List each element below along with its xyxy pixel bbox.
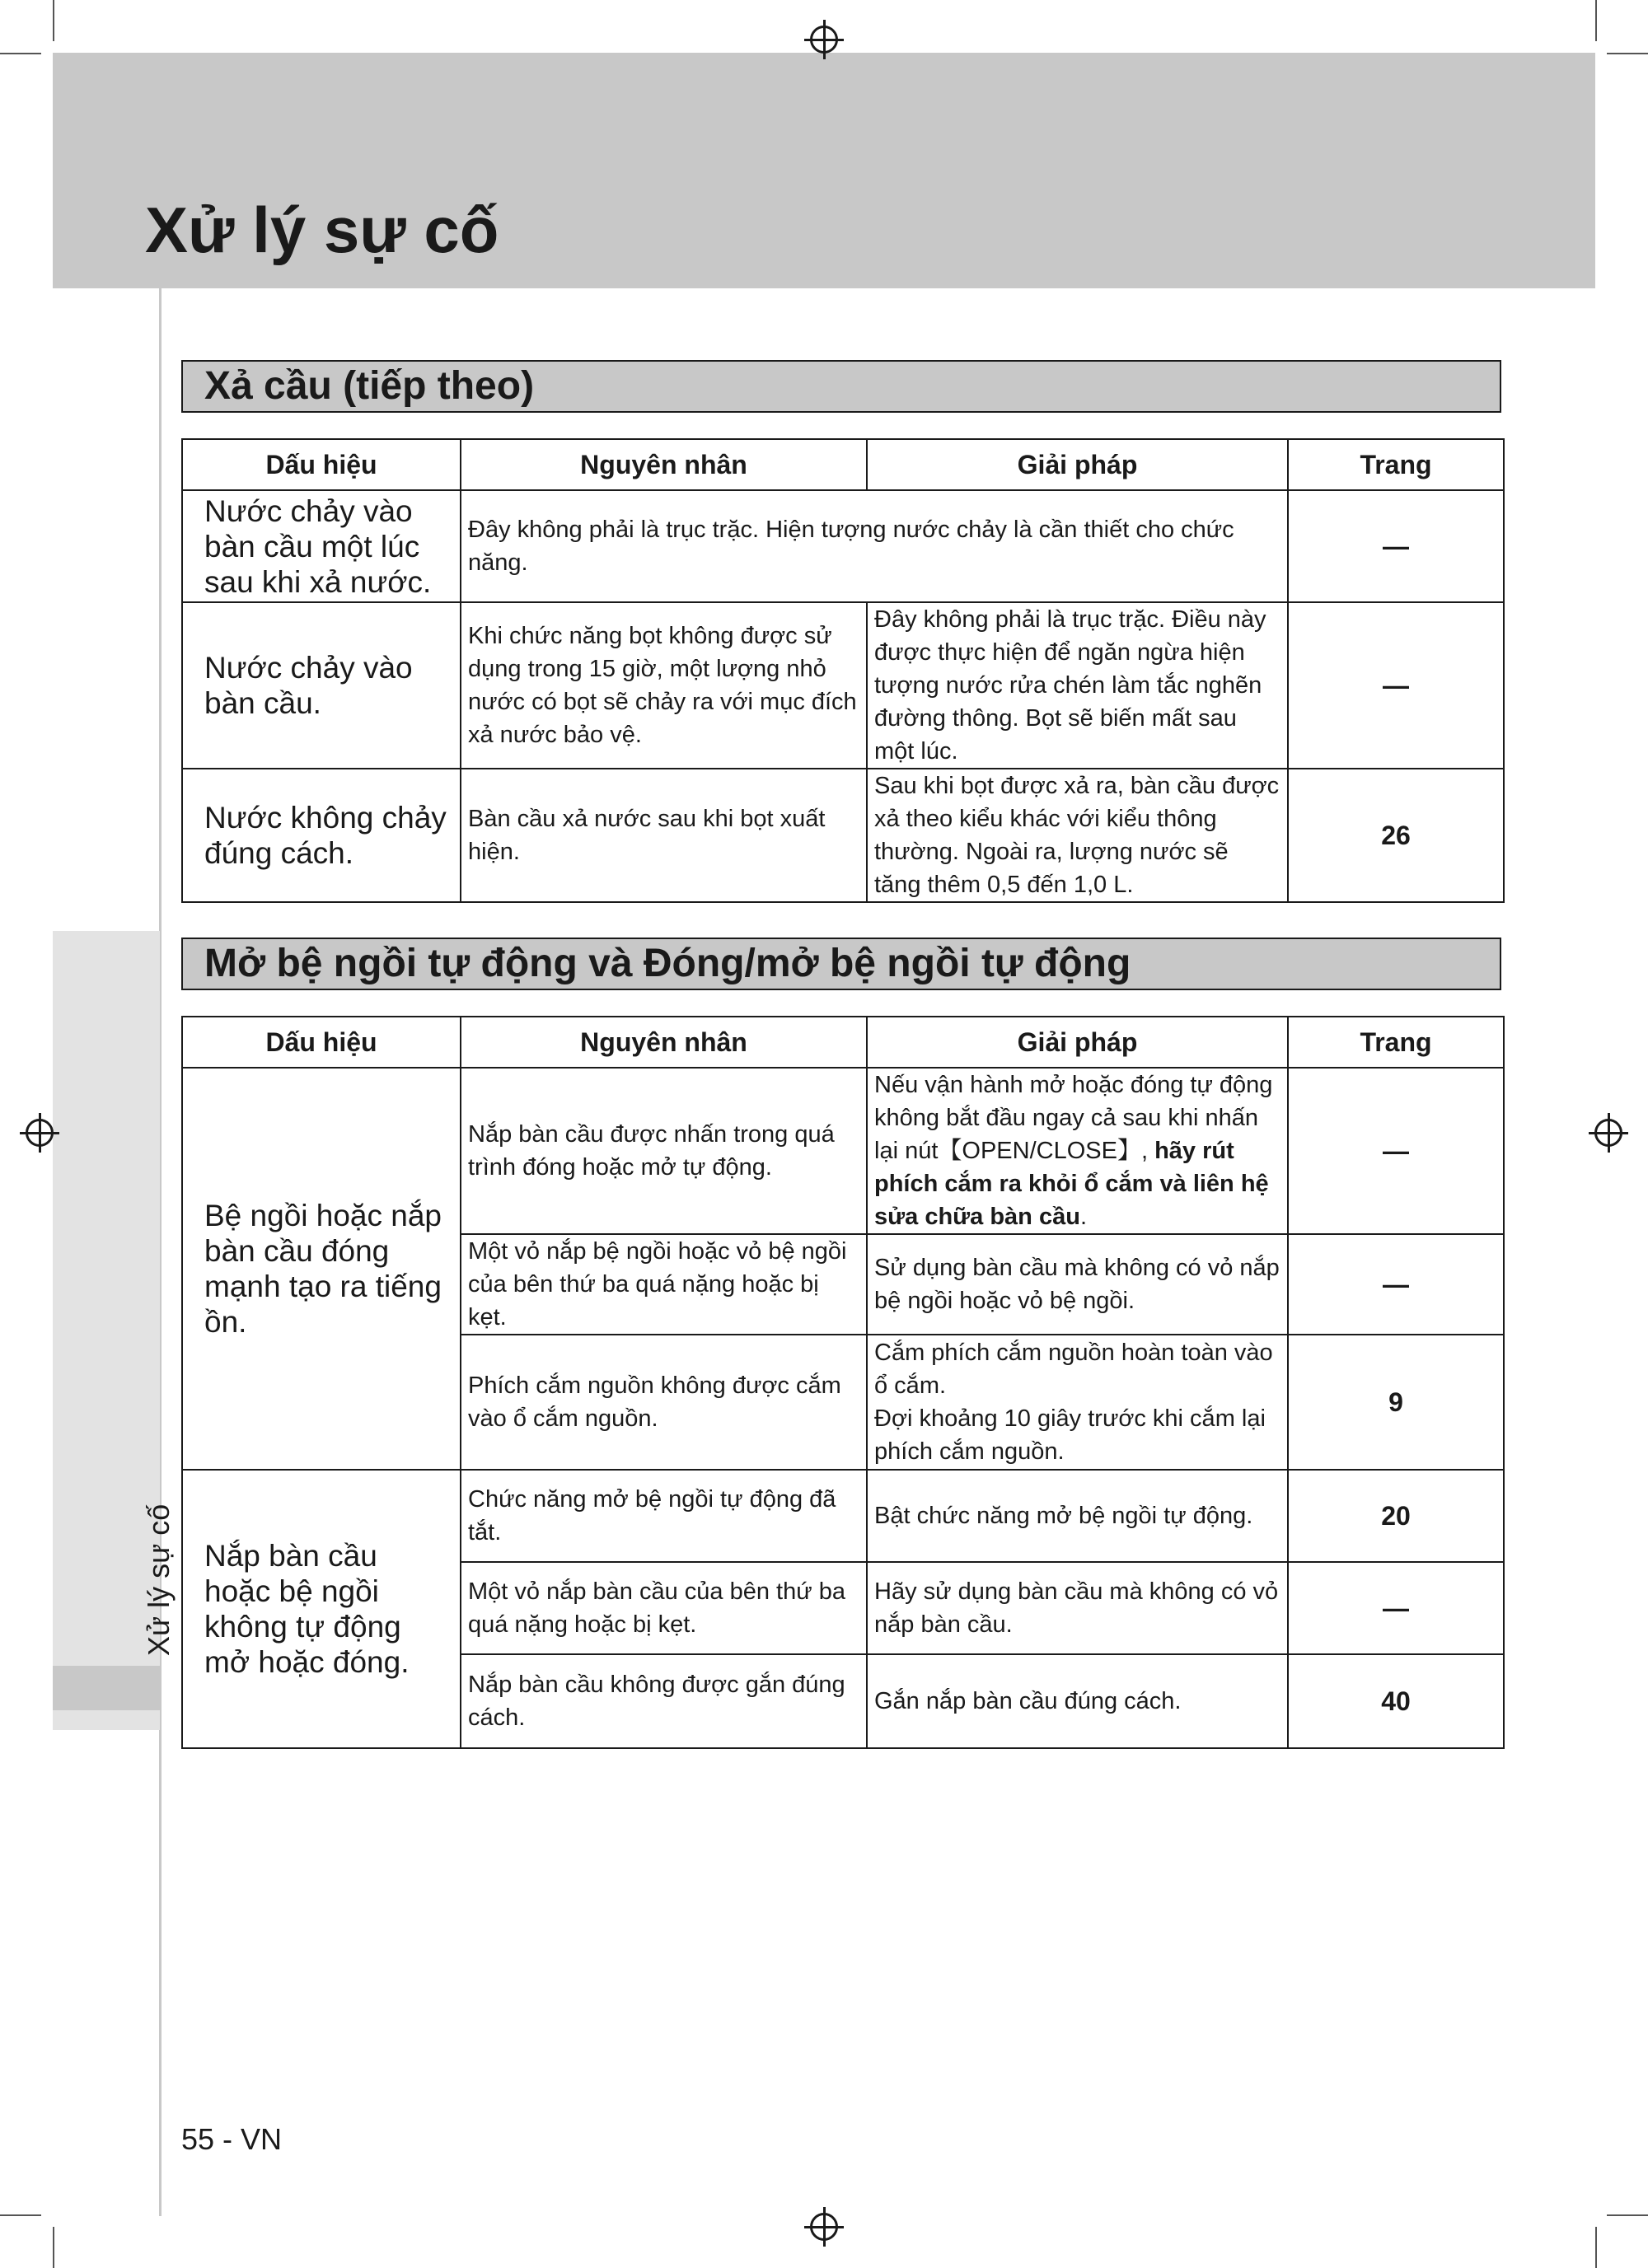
solution-cell: Gắn nắp bàn cầu đúng cách.: [867, 1654, 1288, 1748]
page-cell: 26: [1288, 769, 1504, 902]
page-cell: 40: [1288, 1654, 1504, 1748]
crop-mark: [53, 0, 54, 41]
page-cell: —: [1288, 490, 1504, 602]
registration-mark-icon: [1594, 1119, 1622, 1147]
column-header-page: Trang: [1288, 1017, 1504, 1068]
solution-cell: Sau khi bọt được xả ra, bàn cầu được xả theo kiểu khác với kiểu thông thường. Ngoài ra, lượng nước sẽ tăng thêm 0,5 đến 1,0 L.: [867, 769, 1288, 902]
solution-cell: Hãy sử dụng bàn cầu mà không có vỏ nắp bàn cầu.: [867, 1562, 1288, 1654]
crop-mark: [1595, 0, 1597, 41]
table-row: [182, 1470, 1504, 1562]
solution-text-end: .: [1079, 1204, 1087, 1230]
troubleshooting-table-flushing: [181, 438, 1505, 903]
cause-cell: Nắp bàn cầu được nhấn trong quá trình đóng hoặc mở tự động.: [461, 1068, 867, 1234]
page-title: Xử lý sự cố: [145, 194, 499, 266]
page-cell: 9: [1288, 1335, 1504, 1470]
side-tab-marker: [53, 1666, 160, 1710]
cause-cell: Phích cắm nguồn không được cắm vào ổ cắm nguồn.: [461, 1335, 867, 1470]
solution-cell: Bật chức năng mở bệ ngồi tự động.: [867, 1470, 1288, 1562]
cause-cell: Chức năng mở bệ ngồi tự động đã tắt.: [461, 1470, 867, 1562]
symptom-cell: Nắp bàn cầu hoặc bệ ngồi không tự động mở hoặc đóng.: [182, 1470, 461, 1748]
solution-line: Cắm phích cắm nguồn hoàn toàn vào ổ cắm.: [874, 1340, 1273, 1399]
table-header-row: [182, 439, 1504, 490]
side-tab-label: Xử lý sự cố: [142, 1503, 176, 1656]
symptom-cell: Nước chảy vào bàn cầu.: [182, 602, 461, 769]
table-row: [182, 1068, 1504, 1234]
registration-mark-icon: [810, 26, 838, 54]
solution-text: Nếu vận hành mở hoặc đóng tự động không bắt đầu ngay cả sau khi nhấn lại nút【OPEN/CLOSE】,: [874, 1072, 1273, 1164]
page-cell: 20: [1288, 1470, 1504, 1562]
cause-cell: Một vỏ nắp bệ ngồi hoặc vỏ bệ ngồi của bên thứ ba quá nặng hoặc bị kẹt.: [461, 1234, 867, 1335]
section-title: Xả cầu (tiếp theo): [204, 364, 535, 408]
page-cell: —: [1288, 1068, 1504, 1234]
column-header-cause: Nguyên nhân: [461, 439, 867, 490]
cause-solution-cell: Đây không phải là trục trặc. Hiện tượng nước chảy là cần thiết cho chức năng.: [461, 490, 1288, 602]
crop-mark: [0, 2214, 41, 2216]
crop-mark: [53, 2227, 54, 2268]
cause-cell: Bàn cầu xả nước sau khi bọt xuất hiện.: [461, 769, 867, 902]
cause-cell: Khi chức năng bọt không được sử dụng trong 15 giờ, một lượng nhỏ nước có bọt sẽ chảy ra với mục đích xả nước bảo vệ.: [461, 602, 867, 769]
table-row: [182, 769, 1504, 902]
column-header-symptom: Dấu hiệu: [182, 439, 461, 490]
section-heading-auto-seat: [181, 938, 1501, 990]
solution-line: Đợi khoảng 10 giây trước khi cắm lại phích cắm nguồn.: [874, 1405, 1266, 1465]
column-header-solution: Giải pháp: [867, 439, 1288, 490]
symptom-cell: Bệ ngồi hoặc nắp bàn cầu đóng mạnh tạo ra tiếng ồn.: [182, 1068, 461, 1470]
cause-cell: Một vỏ nắp bàn cầu của bên thứ ba quá nặng hoặc bị kẹt.: [461, 1562, 867, 1654]
page-cell: —: [1288, 602, 1504, 769]
cause-cell: Nắp bàn cầu không được gắn đúng cách.: [461, 1654, 867, 1748]
crop-mark: [0, 53, 41, 54]
solution-emphasis: hãy rút phích cắm ra khỏi ổ cắm và liên hệ sửa chữa bàn cầu: [874, 1138, 1269, 1230]
solution-cell: [867, 1335, 1288, 1470]
table-row: [182, 602, 1504, 769]
symptom-cell: Nước chảy vào bàn cầu một lúc sau khi xả nước.: [182, 490, 461, 602]
crop-mark: [1607, 53, 1648, 54]
crop-mark: [1607, 2214, 1648, 2216]
solution-cell: Sử dụng bàn cầu mà không có vỏ nắp bệ ngồi hoặc vỏ bệ ngồi.: [867, 1234, 1288, 1335]
solution-cell: Đây không phải là trục trặc. Điều này được thực hiện để ngăn ngừa hiện tượng nước rửa chén làm tắc nghẽn đường thông. Bọt sẽ biến mất sau một lúc.: [867, 602, 1288, 769]
section-title: Mở bệ ngồi tự động và Đóng/mở bệ ngồi tự động: [204, 942, 1131, 985]
crop-mark: [1595, 2227, 1597, 2268]
section-heading-flushing: [181, 360, 1501, 413]
symptom-cell: Nước không chảy đúng cách.: [182, 769, 461, 902]
page-cell: —: [1288, 1234, 1504, 1335]
troubleshooting-table-auto-seat: [181, 1016, 1505, 1749]
registration-mark-icon: [26, 1119, 54, 1147]
table-row: [182, 490, 1504, 602]
column-header-cause: Nguyên nhân: [461, 1017, 867, 1068]
registration-mark-icon: [810, 2213, 838, 2241]
column-header-page: Trang: [1288, 439, 1504, 490]
column-header-symptom: Dấu hiệu: [182, 1017, 461, 1068]
page-cell: —: [1288, 1562, 1504, 1654]
column-header-solution: Giải pháp: [867, 1017, 1288, 1068]
table-header-row: [182, 1017, 1504, 1068]
page-number: 55 - VN: [181, 2122, 283, 2156]
solution-cell: [867, 1068, 1288, 1234]
